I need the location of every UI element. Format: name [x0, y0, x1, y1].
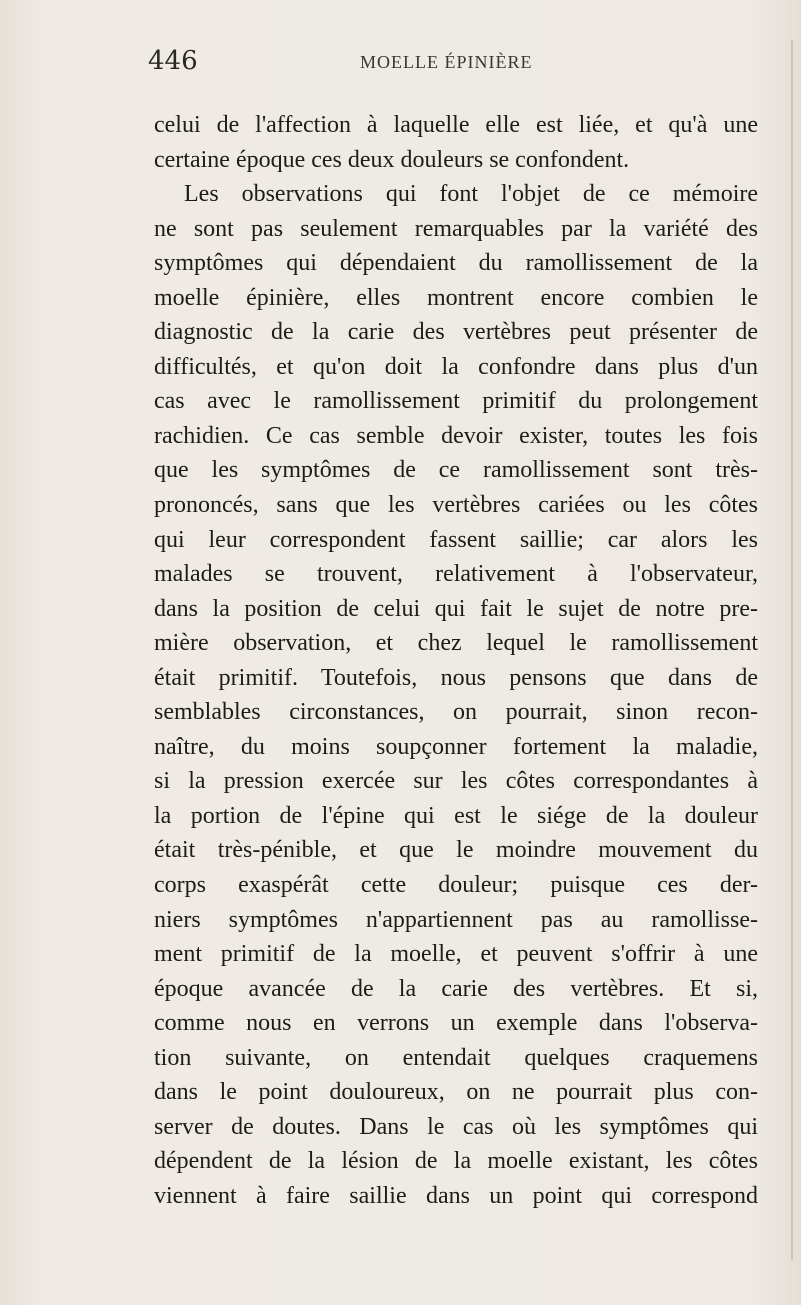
text-line: moelle épinière, elles montrent encore combien le — [154, 284, 758, 311]
text-line: dans la position de celui qui fait le sujet de notre pre- — [154, 595, 758, 622]
text-line: prononcés, sans que les vertèbres cariées ou les côtes — [154, 492, 758, 519]
text-line: semblables circonstances, on pourrait, sinon recon- — [154, 699, 758, 726]
text-line: était très-pénible, et que le moindre mouvement du — [154, 837, 758, 864]
running-head: MOELLE ÉPINIÈRE — [360, 52, 533, 72]
text-line: certaine époque ces deux douleurs se confondent. — [154, 146, 630, 173]
text-line: symptômes qui dépendaient du ramollissement de la — [154, 250, 758, 277]
page-number: 446 — [148, 46, 198, 76]
text-line: difficultés, et qu'on doit la confondre dans plus d'un — [154, 353, 758, 380]
text-line: mière observation, et chez lequel le ramollissement — [154, 630, 758, 657]
page-edge-shadow — [791, 40, 793, 1260]
text-line: malades se trouvent, relativement à l'observateur, — [154, 561, 758, 588]
text-line: qui leur correspondent fassent saillie; car alors les — [154, 526, 758, 553]
text-line: dans le point douloureux, on ne pourrait plus con- — [154, 1079, 758, 1106]
text-line: rachidien. Ce cas semble devoir exister, toutes les fois — [154, 422, 758, 449]
text-line: tion suivante, on entendait quelques craquemens — [154, 1044, 758, 1071]
text-line: diagnostic de la carie des vertèbres peut présenter de — [154, 319, 758, 346]
page-header — [148, 46, 768, 86]
text-line: ne sont pas seulement remarquables par la variété des — [154, 215, 758, 242]
text-line: était primitif. Toutefois, nous pensons que dans de — [154, 664, 758, 691]
text-line: celui de l'affection à laquelle elle est liée, et qu'à une — [154, 112, 758, 138]
text-line: époque avancée de la carie des vertèbres. Et si, — [154, 975, 758, 1002]
text-line: que les symptômes de ce ramollissement sont très- — [154, 457, 758, 484]
text-line: viennent à faire saillie dans un point qui correspond — [154, 1182, 758, 1209]
text-line: si la pression exercée sur les côtes correspondantes à — [154, 768, 758, 795]
text-line: corps exaspérât cette douleur; puisque ces der- — [154, 872, 758, 899]
text-line: server de doutes. Dans le cas où les symptômes qui — [154, 1113, 758, 1140]
text-line: ment primitif de la moelle, et peuvent s'offrir à une — [154, 941, 758, 968]
text-line: la portion de l'épine qui est le siége de la douleur — [154, 802, 758, 829]
text-line: dépendent de la lésion de la moelle existant, les côtes — [154, 1148, 758, 1175]
text-line: comme nous en verrons un exemple dans l'observa- — [154, 1010, 758, 1037]
text-line: cas avec le ramollissement primitif du prolongement — [154, 388, 758, 415]
body-text — [154, 108, 758, 1214]
text-line: naître, du moins soupçonner fortement la maladie, — [154, 733, 758, 760]
text-line: niers symptômes n'appartiennent pas au ramollisse- — [154, 906, 758, 933]
paragraph-start-line: Les observations qui font l'objet de ce mémoire — [184, 181, 758, 208]
